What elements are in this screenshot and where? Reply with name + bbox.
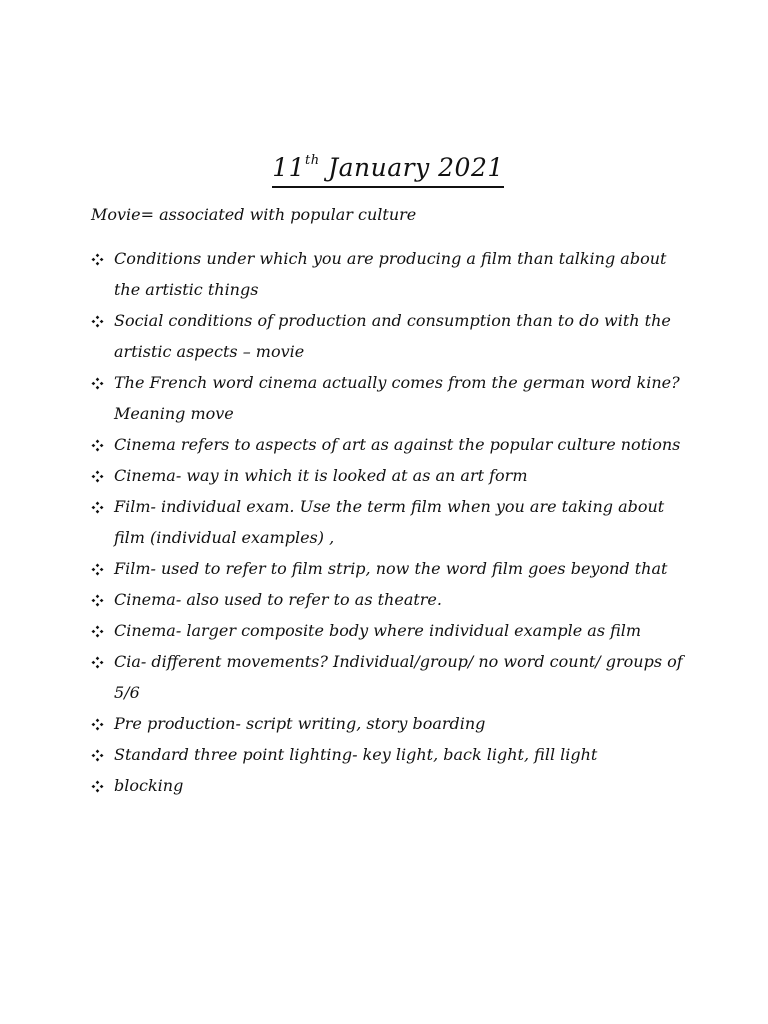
- list-item: [91, 739, 691, 770]
- four-diamond-bullet-icon: [91, 749, 104, 762]
- list-item: [91, 584, 691, 615]
- list-item: [91, 491, 691, 553]
- title-month-year: January 2021: [319, 153, 504, 182]
- subheading: Movie= associated with popular culture: [91, 205, 417, 224]
- title-ordinal: th: [305, 153, 320, 168]
- note-text: Social conditions of production and consumption than to do with the artistic aspects – movie: [114, 311, 671, 361]
- four-diamond-bullet-icon: [91, 718, 104, 731]
- list-item: [91, 615, 691, 646]
- four-diamond-bullet-icon: [91, 780, 104, 793]
- title-day: 11: [272, 153, 306, 182]
- note-text: Film- used to refer to film strip, now the word film goes beyond that: [114, 559, 668, 578]
- note-text: Cinema refers to aspects of art as against the popular culture notions: [114, 435, 681, 454]
- list-item: [91, 708, 691, 739]
- notes-list: [91, 243, 691, 801]
- list-item: [91, 553, 691, 584]
- note-text: Cinema- also used to refer to as theatre.: [114, 590, 442, 609]
- list-item: [91, 243, 691, 305]
- note-text: blocking: [114, 776, 184, 795]
- note-text: Standard three point lighting- key light, back light, fill light: [114, 745, 598, 764]
- four-diamond-bullet-icon: [91, 563, 104, 576]
- four-diamond-bullet-icon: [91, 594, 104, 607]
- four-diamond-bullet-icon: [91, 253, 104, 266]
- note-text: Cinema- larger composite body where individual example as film: [114, 621, 642, 640]
- four-diamond-bullet-icon: [91, 377, 104, 390]
- four-diamond-bullet-icon: [91, 439, 104, 452]
- note-text: Cia- different movements? Individual/group/ no word count/ groups of 5/6: [114, 652, 683, 702]
- note-text: The French word cinema actually comes from the german word kine? Meaning move: [114, 373, 680, 423]
- note-text: Film- individual exam. Use the term film when you are taking about film (individual examples) ,: [114, 497, 665, 547]
- list-item: [91, 305, 691, 367]
- list-item: [91, 646, 691, 708]
- four-diamond-bullet-icon: [91, 625, 104, 638]
- four-diamond-bullet-icon: [91, 501, 104, 514]
- note-text: Cinema- way in which it is looked at as an art form: [114, 466, 528, 485]
- four-diamond-bullet-icon: [91, 656, 104, 669]
- list-item: [91, 367, 691, 429]
- four-diamond-bullet-icon: [91, 315, 104, 328]
- list-item: [91, 770, 691, 801]
- note-text: Conditions under which you are producing a film than talking about the artistic things: [114, 249, 667, 299]
- page-title: [0, 150, 768, 188]
- title-underlined: [272, 150, 504, 188]
- four-diamond-bullet-icon: [91, 470, 104, 483]
- note-text: Pre production- script writing, story boarding: [114, 714, 486, 733]
- list-item: [91, 460, 691, 491]
- list-item: [91, 429, 691, 460]
